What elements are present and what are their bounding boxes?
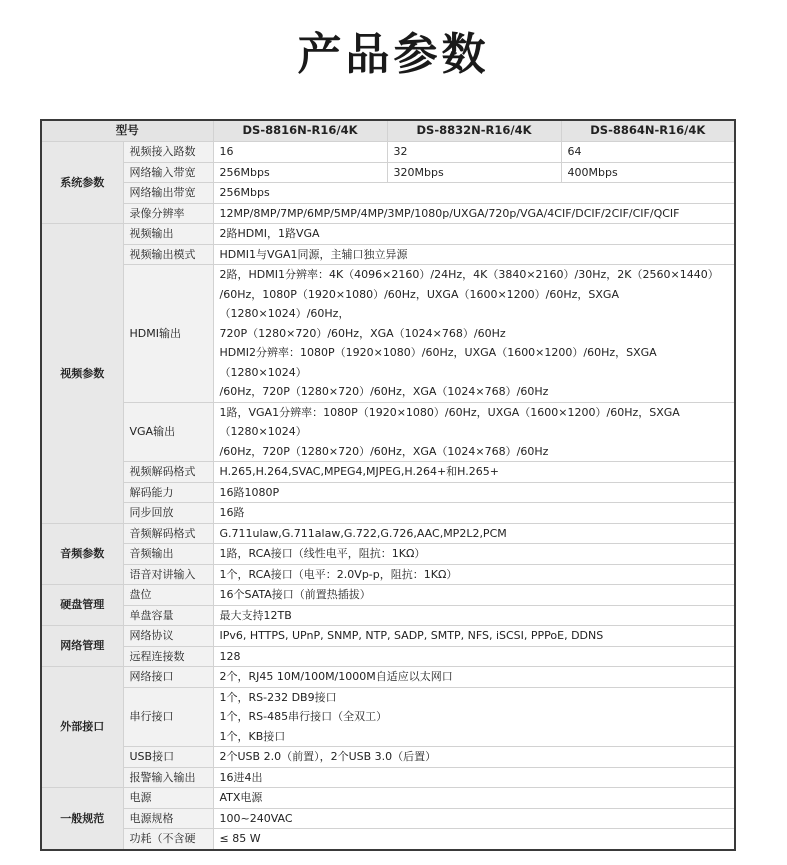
param-value: 12MP/8MP/7MP/6MP/5MP/4MP/3MP/1080p/UXGA/720p/VGA/4CIF/DCIF/2CIF/CIF/QCIF — [213, 203, 735, 224]
table-row — [41, 244, 735, 265]
category-label: 外部接口 — [41, 667, 123, 788]
param-value: 16 — [213, 142, 387, 163]
param-value — [213, 265, 735, 403]
model-label: 型号 — [41, 120, 213, 142]
param-name: 报警输入输出 — [123, 767, 213, 788]
model-name: DS-8816N-R16/4K — [213, 120, 387, 142]
param-value: 256Mbps — [213, 162, 387, 183]
value-line: 1个，RS-232 DB9接口 — [219, 690, 337, 704]
param-name: 远程连接数 — [123, 646, 213, 667]
table-row — [41, 605, 735, 626]
param-name: 同步回放 — [123, 503, 213, 524]
table-row — [41, 462, 735, 483]
model-name: DS-8832N-R16/4K — [387, 120, 561, 142]
param-value: HDMI1与VGA1同源，主辅口独立异源 — [213, 244, 735, 265]
table-row — [41, 747, 735, 768]
param-value: 320Mbps — [387, 162, 561, 183]
table-row — [41, 788, 735, 809]
table-row — [41, 503, 735, 524]
param-name: 功耗（不含硬 — [123, 829, 213, 850]
param-name: 视频接入路数 — [123, 142, 213, 163]
category-label: 网络管理 — [41, 626, 123, 667]
value-line: 1路，VGA1分辨率：1080P（1920×1080）/60Hz，UXGA（1600×1200）/60Hz，SXGA（1280×1024） — [219, 405, 680, 438]
spec-table — [40, 119, 736, 851]
param-value: 2路HDMI，1路VGA — [213, 224, 735, 245]
param-value: 16进4出 — [213, 767, 735, 788]
param-name: 视频解码格式 — [123, 462, 213, 483]
param-value: 1路，RCA接口（线性电平，阻抗：1KΩ） — [213, 544, 735, 565]
param-name: 视频输出 — [123, 224, 213, 245]
param-name: HDMI输出 — [123, 265, 213, 403]
table-row — [41, 523, 735, 544]
table-row — [41, 667, 735, 688]
param-value: 16路1080P — [213, 482, 735, 503]
table-row — [41, 224, 735, 245]
value-line: /60Hz，720P（1280×720）/60Hz，XGA（1024×768）/60Hz — [219, 444, 549, 458]
value-line: HDMI2分辨率：1080P（1920×1080）/60Hz，UXGA（1600×1200）/60Hz，SXGA（1280×1024） — [219, 346, 657, 379]
param-name: VGA输出 — [123, 402, 213, 462]
value-line: 1个，RS-485串行接口（全双工） — [219, 710, 388, 723]
table-row — [41, 687, 735, 747]
param-value: ATX电源 — [213, 788, 735, 809]
param-name: 电源规格 — [123, 808, 213, 829]
param-value: H.265,H.264,SVAC,MPEG4,MJPEG,H.264+和H.265+ — [213, 462, 735, 483]
param-name: 录像分辨率 — [123, 203, 213, 224]
table-row — [41, 402, 735, 462]
category-label: 一般规范 — [41, 788, 123, 850]
param-value: 2个，RJ45 10M/100M/1000M自适应以太网口 — [213, 667, 735, 688]
param-value — [213, 402, 735, 462]
table-row — [41, 544, 735, 565]
param-value: 400Mbps — [561, 162, 735, 183]
table-row — [41, 203, 735, 224]
table-row — [41, 482, 735, 503]
param-value: 2个USB 2.0（前置），2个USB 3.0（后置） — [213, 747, 735, 768]
param-value: ≤ 85 W — [213, 829, 735, 850]
param-value: 1个，RCA接口（电平：2.0Vp-p，阻抗：1KΩ） — [213, 564, 735, 585]
param-value: 128 — [213, 646, 735, 667]
value-line: 2路，HDMI1分辨率：4K（4096×2160）/24Hz，4K（3840×2160）/30Hz，2K（2560×1440） — [219, 268, 719, 281]
param-name: 网络输出带宽 — [123, 183, 213, 204]
table-row — [41, 265, 735, 403]
param-name: 网络输入带宽 — [123, 162, 213, 183]
table-row — [41, 767, 735, 788]
param-value: 32 — [387, 142, 561, 163]
param-value: 100~240VAC — [213, 808, 735, 829]
model-name: DS-8864N-R16/4K — [561, 120, 735, 142]
param-value: 最大支持12TB — [213, 605, 735, 626]
table-row — [41, 162, 735, 183]
table-row — [41, 183, 735, 204]
category-label: 硬盘管理 — [41, 585, 123, 626]
category-label: 音频参数 — [41, 523, 123, 585]
param-name: 视频输出模式 — [123, 244, 213, 265]
param-value: G.711ulaw,G.711alaw,G.722,G.726,AAC,MP2L2,PCM — [213, 523, 735, 544]
param-value: IPv6, HTTPS, UPnP, SNMP, NTP, SADP, SMTP, NFS, iSCSI, PPPoE, DDNS — [213, 626, 735, 647]
param-name: 音频解码格式 — [123, 523, 213, 544]
table-row — [41, 808, 735, 829]
value-line: 1个，KB接口 — [219, 729, 286, 743]
param-name: 单盘容量 — [123, 605, 213, 626]
param-value: 16路 — [213, 503, 735, 524]
table-row — [41, 646, 735, 667]
param-name: 网络协议 — [123, 626, 213, 647]
table-row — [41, 564, 735, 585]
param-value — [213, 687, 735, 747]
category-label: 视频参数 — [41, 224, 123, 524]
param-name: 网络接口 — [123, 667, 213, 688]
table-row — [41, 585, 735, 606]
page-title: 产品参数 — [297, 29, 490, 80]
param-name: 串行接口 — [123, 687, 213, 747]
param-value: 256Mbps — [213, 183, 735, 204]
param-name: USB接口 — [123, 747, 213, 768]
param-name: 音频输出 — [123, 544, 213, 565]
value-line: /60Hz，1080P（1920×1080）/60Hz，UXGA（1600×1200）/60Hz，SXGA（1280×1024）/60Hz， — [219, 287, 619, 320]
param-value: 16个SATA接口（前置热插拔） — [213, 585, 735, 606]
table-row — [41, 142, 735, 163]
param-value: 64 — [561, 142, 735, 163]
param-name: 语音对讲输入 — [123, 564, 213, 585]
category-label: 系统参数 — [41, 142, 123, 224]
table-row — [41, 829, 735, 850]
value-line: /60Hz，720P（1280×720）/60Hz，XGA（1024×768）/60Hz — [219, 385, 549, 398]
header-row — [41, 120, 735, 142]
param-name: 电源 — [123, 788, 213, 809]
param-name: 盘位 — [123, 585, 213, 606]
table-row — [41, 626, 735, 647]
param-name: 解码能力 — [123, 482, 213, 503]
value-line: 720P（1280×720）/60Hz，XGA（1024×768）/60Hz — [219, 326, 506, 340]
